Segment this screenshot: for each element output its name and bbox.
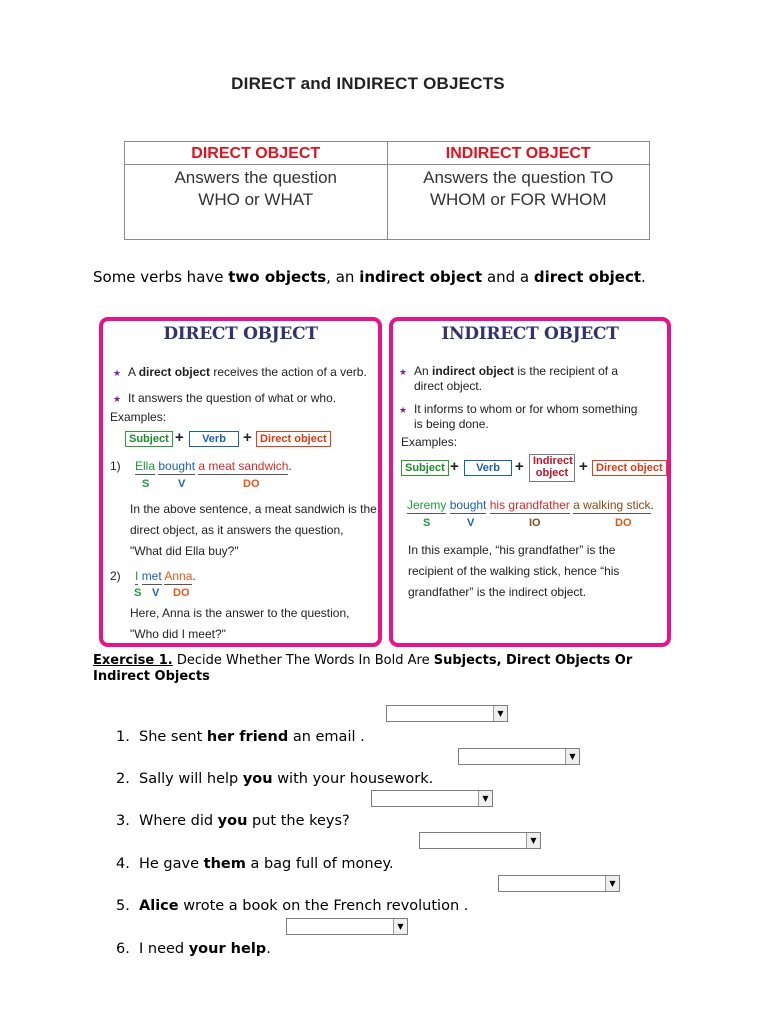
intro-sentence [93, 268, 646, 286]
do-explain-line: In the above sentence, a meat sandwich is the [130, 502, 377, 516]
question-bold-word: you [242, 771, 273, 787]
star-bullet-icon: ★ [113, 368, 122, 378]
star-bullet-icon: ★ [399, 367, 408, 377]
plus-sign: + [243, 429, 252, 446]
do-bullet-1: A direct object receives the action of a verb. [128, 365, 367, 379]
indirect-object-column [387, 142, 650, 239]
intro-text: Some verbs have [93, 268, 229, 286]
verb-chip: Verb [464, 460, 512, 476]
label-v: V [467, 517, 475, 529]
question-number: 2. [116, 771, 130, 787]
plus-sign: + [450, 458, 459, 475]
indirect-object-chip: Indirect object [529, 454, 575, 482]
label-s: S [134, 587, 142, 599]
do-example-1: Ella bought a meat sandwich. [135, 459, 292, 473]
indirect-object-panel [389, 317, 671, 647]
direct-object-column [125, 142, 387, 239]
answer-dropdown-6[interactable] [286, 918, 408, 935]
plus-sign: + [175, 429, 184, 446]
io-bullet-2: It informs to whom or for whom something [414, 402, 638, 416]
do-explain-line: "What did Ella buy?" [130, 544, 239, 558]
intro-bold-two-objects: two objects [228, 268, 327, 286]
label-s: S [423, 517, 431, 529]
io-example: Jeremy bought his grandfather a walking stick. [407, 498, 654, 512]
do-bullet-2: It answers the question of what or who. [128, 391, 337, 405]
star-bullet-icon: ★ [399, 405, 408, 415]
answer-dropdown-1[interactable] [386, 705, 508, 722]
intro-text: . [641, 268, 646, 286]
direct-object-panel [99, 317, 382, 647]
label-io: IO [529, 517, 541, 529]
question-item [116, 856, 394, 872]
question-bold-word: Alice [139, 898, 179, 914]
plus-sign: + [579, 458, 588, 475]
indirect-object-panel-heading: INDIRECT OBJECT [441, 324, 619, 344]
chevron-down-icon[interactable]: ▼ [565, 749, 579, 764]
intro-text: and a [482, 268, 534, 286]
subject-chip: Subject [401, 460, 449, 476]
question-text: Where did [139, 813, 218, 829]
do-examples-label: Examples: [110, 410, 167, 424]
intro-text: , an [326, 268, 360, 286]
answer-dropdown-3[interactable] [371, 790, 493, 807]
question-text: a bag full of money. [245, 856, 394, 872]
label-s: S [142, 478, 150, 490]
io-explain-line: recipient of the walking stick, hence “his [408, 564, 620, 578]
io-bullet-2-cont: is being done. [414, 417, 489, 431]
question-text: put the keys? [247, 813, 350, 829]
chevron-down-icon[interactable]: ▼ [526, 833, 540, 848]
question-text: wrote a book on the French revolution . [178, 898, 469, 914]
answer-dropdown-2[interactable] [458, 748, 580, 765]
do-explain-line: "Who did I meet?" [130, 627, 226, 641]
question-bold-word: your help [188, 941, 267, 957]
label-do: DO [615, 517, 632, 529]
question-bold-word: them [203, 856, 246, 872]
label-v: V [152, 587, 160, 599]
question-number: 1. [116, 729, 130, 745]
exercise-instruction: Decide Whether The Words In Bold Are [172, 653, 434, 668]
definition-table [124, 141, 650, 240]
chevron-down-icon[interactable]: ▼ [493, 706, 507, 721]
question-item [116, 941, 271, 957]
question-text: She sent [139, 729, 207, 745]
do-example-2: I met Anna. [135, 569, 196, 583]
page-title: DIRECT and INDIRECT OBJECTS [231, 74, 505, 93]
star-bullet-icon: ★ [113, 394, 122, 404]
answer-dropdown-4[interactable] [419, 832, 541, 849]
question-text: . [266, 941, 271, 957]
chevron-down-icon[interactable]: ▼ [393, 919, 407, 934]
chevron-down-icon[interactable]: ▼ [478, 791, 492, 806]
io-explain-line: grandfather” is the indirect object. [408, 585, 587, 599]
do-example-1-number: 1) [110, 459, 121, 473]
direct-object-chip: Direct object [256, 431, 331, 447]
question-item [116, 898, 468, 914]
question-text: He gave [139, 856, 204, 872]
io-explain-line: In this example, “his grandfather” is the [408, 543, 616, 557]
question-number: 5. [116, 898, 130, 914]
question-item [116, 729, 365, 745]
question-item [116, 771, 433, 787]
label-do: DO [173, 587, 190, 599]
question-number: 6. [116, 941, 130, 957]
exercise-heading [93, 653, 693, 685]
label-do: DO [243, 478, 260, 490]
exercise-instruction-bold: Subjects, Direct Objects Or Indirect Objects [93, 653, 633, 684]
io-bullet-1-cont: direct object. [414, 379, 483, 393]
question-text: an email . [288, 729, 365, 745]
subject-chip: Subject [125, 431, 173, 447]
indirect-object-definition: Answers the question TO WHOM or FOR WHOM [423, 168, 614, 209]
question-text: I need [139, 941, 189, 957]
question-bold-word: her friend [206, 729, 289, 745]
answer-dropdown-5[interactable] [498, 875, 620, 892]
verb-chip: Verb [189, 431, 239, 447]
indirect-object-header: INDIRECT OBJECT [388, 142, 650, 165]
chevron-down-icon[interactable]: ▼ [605, 876, 619, 891]
do-explain-line: direct object, as it answers the question, [130, 523, 344, 537]
question-bold-word: you [217, 813, 248, 829]
question-text: with your housework. [272, 771, 434, 787]
io-bullet-1: An indirect object is the recipient of a [414, 364, 619, 378]
intro-bold-direct: direct object [533, 268, 642, 286]
direct-object-header: DIRECT OBJECT [125, 142, 387, 165]
label-v: V [178, 478, 186, 490]
direct-object-panel-heading: DIRECT OBJECT [163, 324, 318, 344]
io-examples-label: Examples: [401, 435, 458, 449]
direct-object-chip: Direct object [592, 460, 667, 476]
do-explain-line: Here, Anna is the answer to the question, [130, 606, 350, 620]
plus-sign: + [515, 458, 524, 475]
do-example-2-number: 2) [110, 569, 121, 583]
question-number: 4. [116, 856, 130, 872]
intro-bold-indirect: indirect object [359, 268, 483, 286]
exercise-label: Exercise 1. [93, 653, 173, 668]
question-item [116, 813, 350, 829]
question-number: 3. [116, 813, 130, 829]
direct-object-definition: Answers the question WHO or WHAT [174, 168, 338, 209]
question-text: Sally will help [139, 771, 243, 787]
